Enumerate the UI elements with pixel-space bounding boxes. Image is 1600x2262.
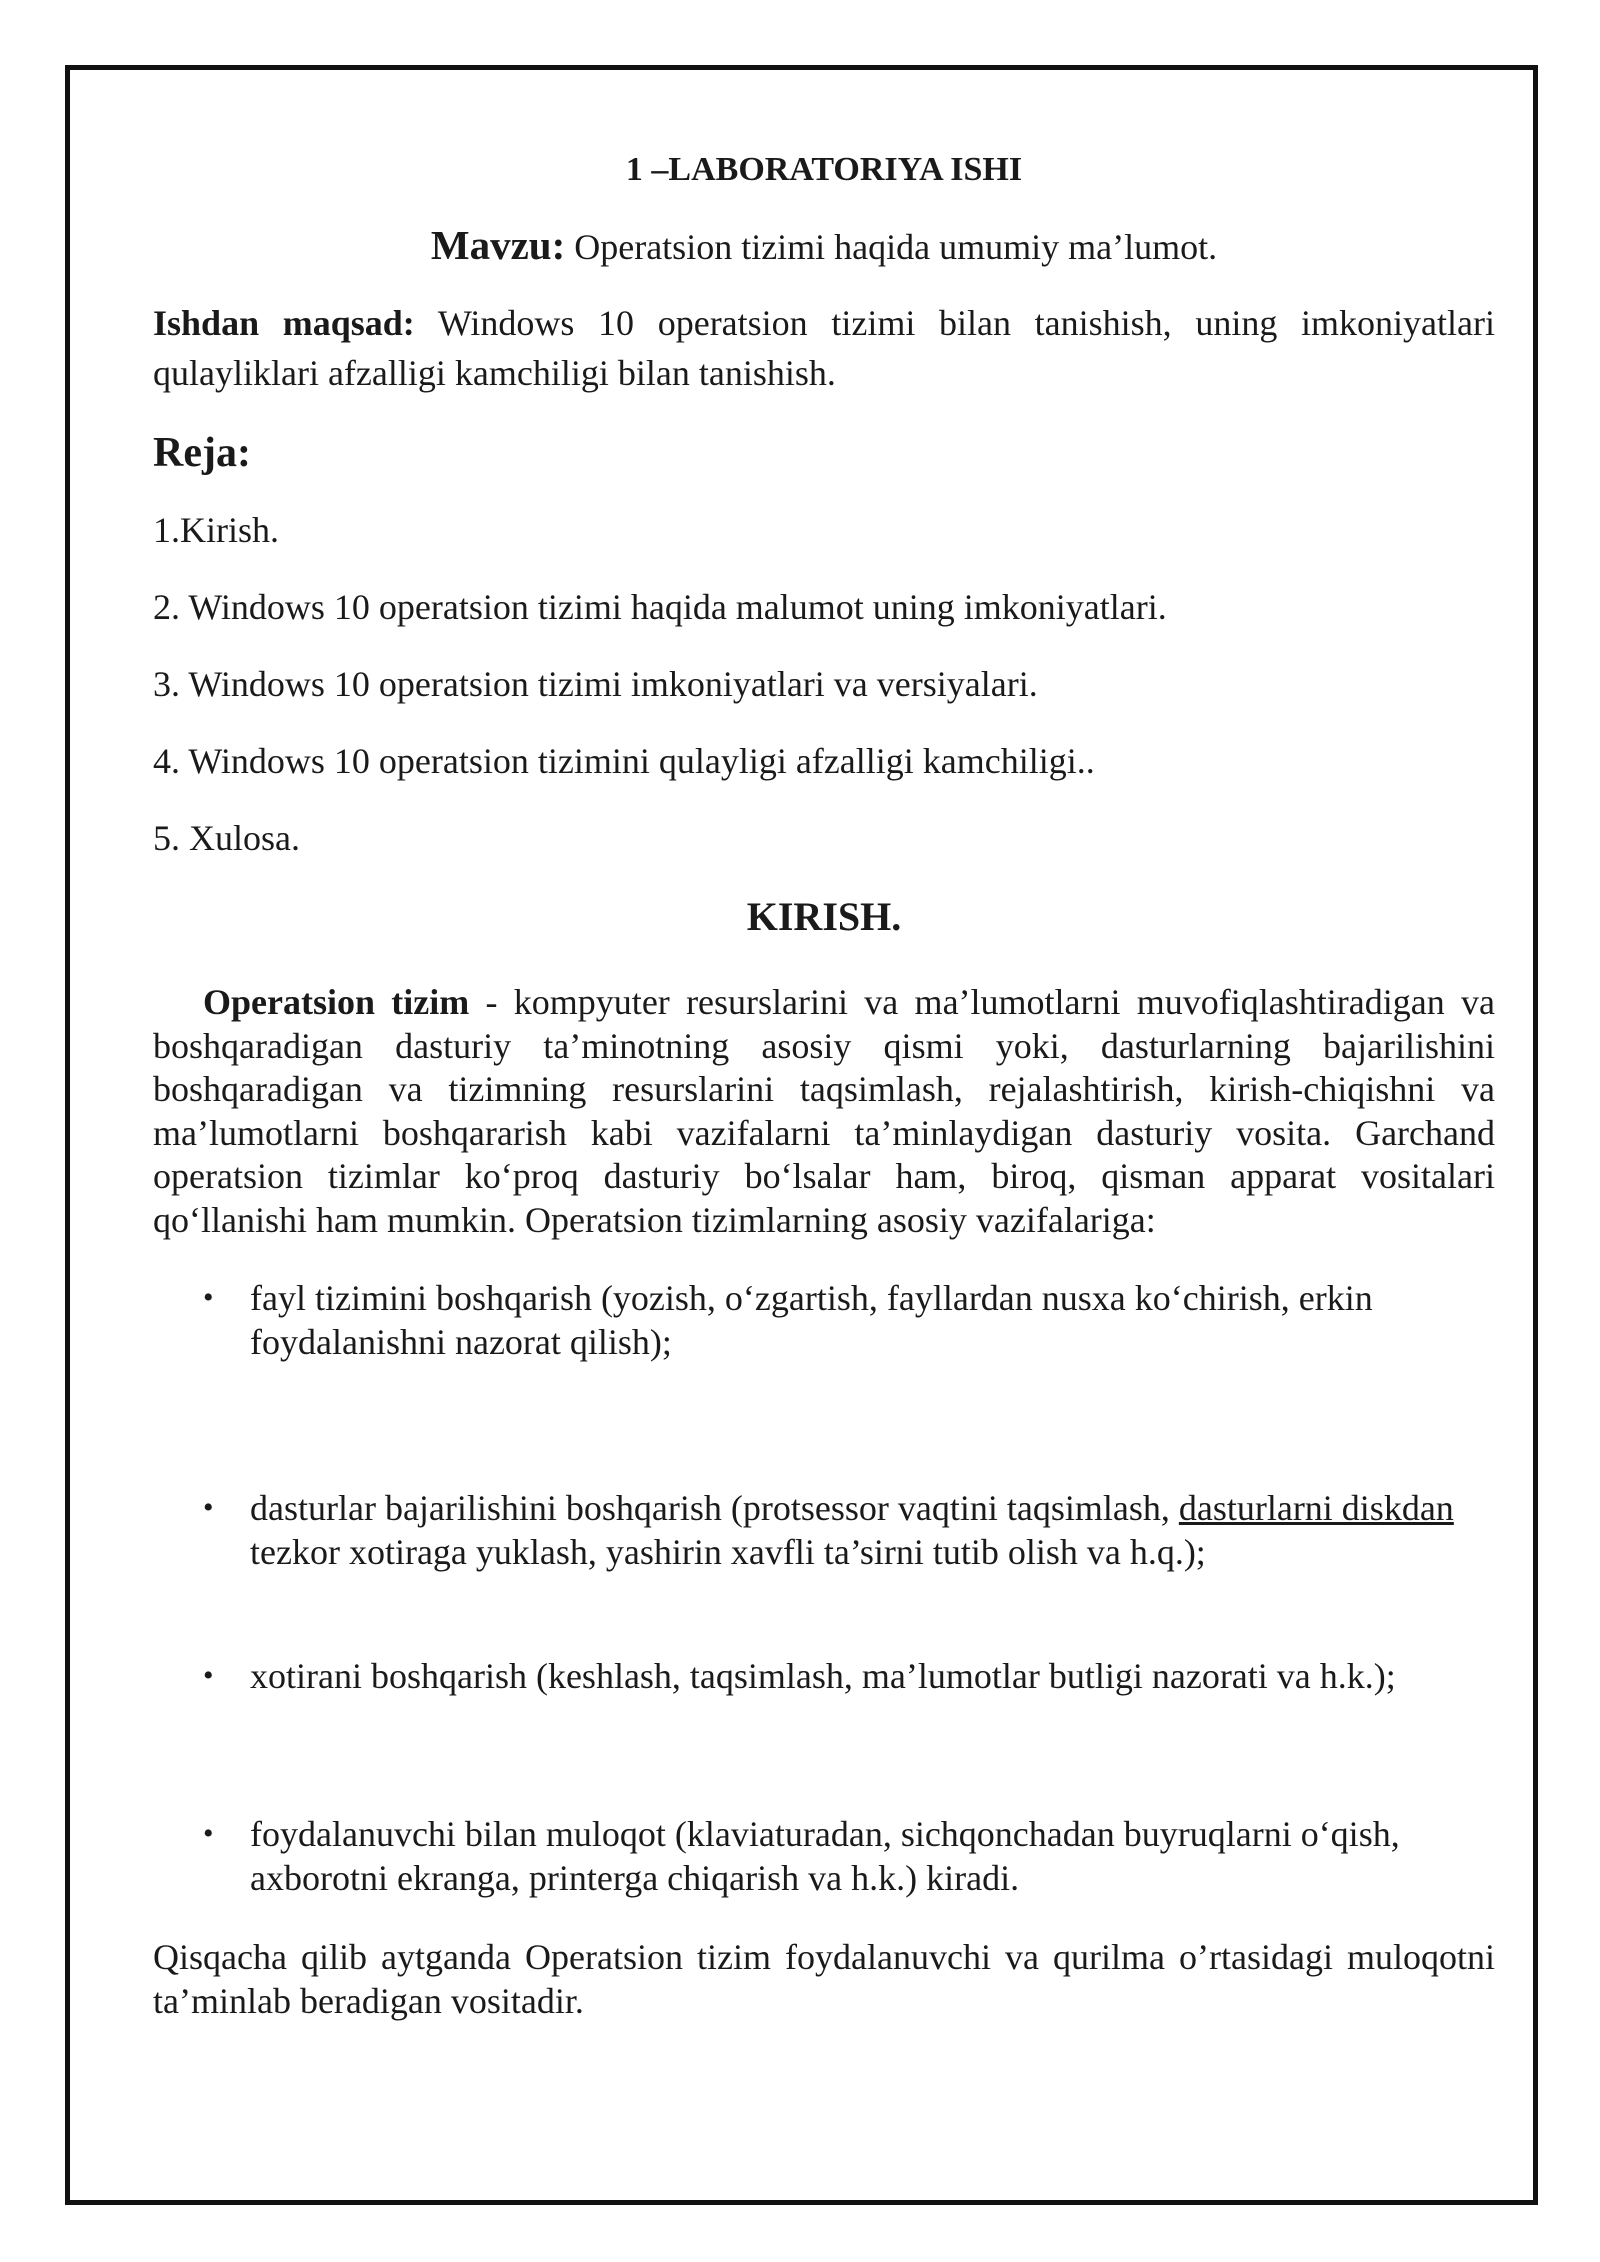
plan-item: 1.Kirish.	[153, 510, 279, 551]
functions-list	[153, 1276, 1495, 1900]
bullet-icon: •	[203, 1817, 214, 1851]
goal-text: Windows 10 operatsion tizimi bilan tanishish, uning imkoniyatlari qulayliklari afzalligi kamchiligi bilan tanishish.	[153, 302, 1495, 393]
underlined-link[interactable]: dasturlarni diskdan	[1178, 1488, 1454, 1529]
bullet-icon: •	[203, 1281, 214, 1315]
plan-list	[153, 508, 1495, 860]
list-item-text: tezkor xotiraga yuklash, yashirin xavfli ta’sirni tutib olish va h.q.);	[250, 1532, 1206, 1573]
goal-label: Ishdan maqsad:	[153, 302, 415, 343]
plan-item: 4. Windows 10 operatsion tizimini qulayligi afzalligi kamchiligi..	[153, 741, 1095, 782]
list-item	[153, 1486, 1495, 1574]
plan-item: 5. Xulosa.	[153, 818, 300, 859]
topic-text: Operatsion tizimi haqida umumiy ma’lumot.	[565, 226, 1218, 267]
goal-paragraph	[153, 298, 1495, 398]
closing-paragraph: Qisqacha qilib aytganda Operatsion tizim foydalanuvchi va qurilma o’rtasidagi muloqotni ta’minlab beradigan vositadir.	[153, 1937, 1495, 2021]
list-item-text: dasturlar bajarilishini boshqarish (protsessor vaqtini taqsimlash,	[250, 1488, 1179, 1529]
plan-heading: Reja:	[153, 429, 251, 476]
section-heading-kirish: KIRISH.	[746, 894, 902, 940]
list-item-text: xotirani boshqarish (keshlash, taqsimlash, ma’lumotlar butligi nazorati va h.k.);	[250, 1656, 1396, 1697]
list-item	[153, 1276, 1495, 1364]
plan-item: 2. Windows 10 operatsion tizimi haqida malumot uning imkoniyatlari.	[153, 587, 1167, 628]
topic-label: Mavzu:	[430, 221, 566, 268]
list-item	[153, 1812, 1495, 1900]
bullet-icon: •	[203, 1659, 214, 1693]
list-item-text: foydalanuvchi bilan muloqot (klaviaturadan, sichqonchadan buyruqlarni o‘qish, axborotni ekranga, printerga chiqarish va h.k.) kiradi.	[250, 1814, 1400, 1899]
intro-paragraph	[153, 981, 1495, 1242]
intro-lead-term: Operatsion tizim	[203, 982, 470, 1023]
document-title: 1 –LABORATORIYA ISHI	[625, 151, 1023, 188]
list-item-text: fayl tizimini boshqarish (yozish, o‘zgartish, fayllardan nusxa ko‘chirish, erkin foydalanishni nazorat qilish);	[250, 1278, 1373, 1363]
plan-item: 3. Windows 10 operatsion tizimi imkoniyatlari va versiyalari.	[153, 664, 1038, 705]
bullet-icon: •	[203, 1491, 214, 1525]
topic-line	[153, 221, 1495, 270]
document-body	[153, 150, 1495, 2023]
list-item	[153, 1654, 1495, 1698]
intro-text: - kompyuter resurslarini va ma’lumotlarni muvofiqlashtiradigan va boshqaradigan dasturiy ta’minotning asosiy qismi yoki, dasturlarning bajarilishini boshqaradigan va tizimning resurslarini taqsimlash, rejalashtirish, kirish-chiqishni va ma’lumotlarni boshqararish kabi vazifalarni ta’minlaydigan dasturiy vosita. Garchand operatsion tizimlar ko‘proq dasturiy bo‘lsalar ham, biroq, qisman apparat vositalari qo‘llanishi ham mumkin. Operatsion tizimlarning asosiy vazifalariga:	[153, 982, 1495, 1240]
